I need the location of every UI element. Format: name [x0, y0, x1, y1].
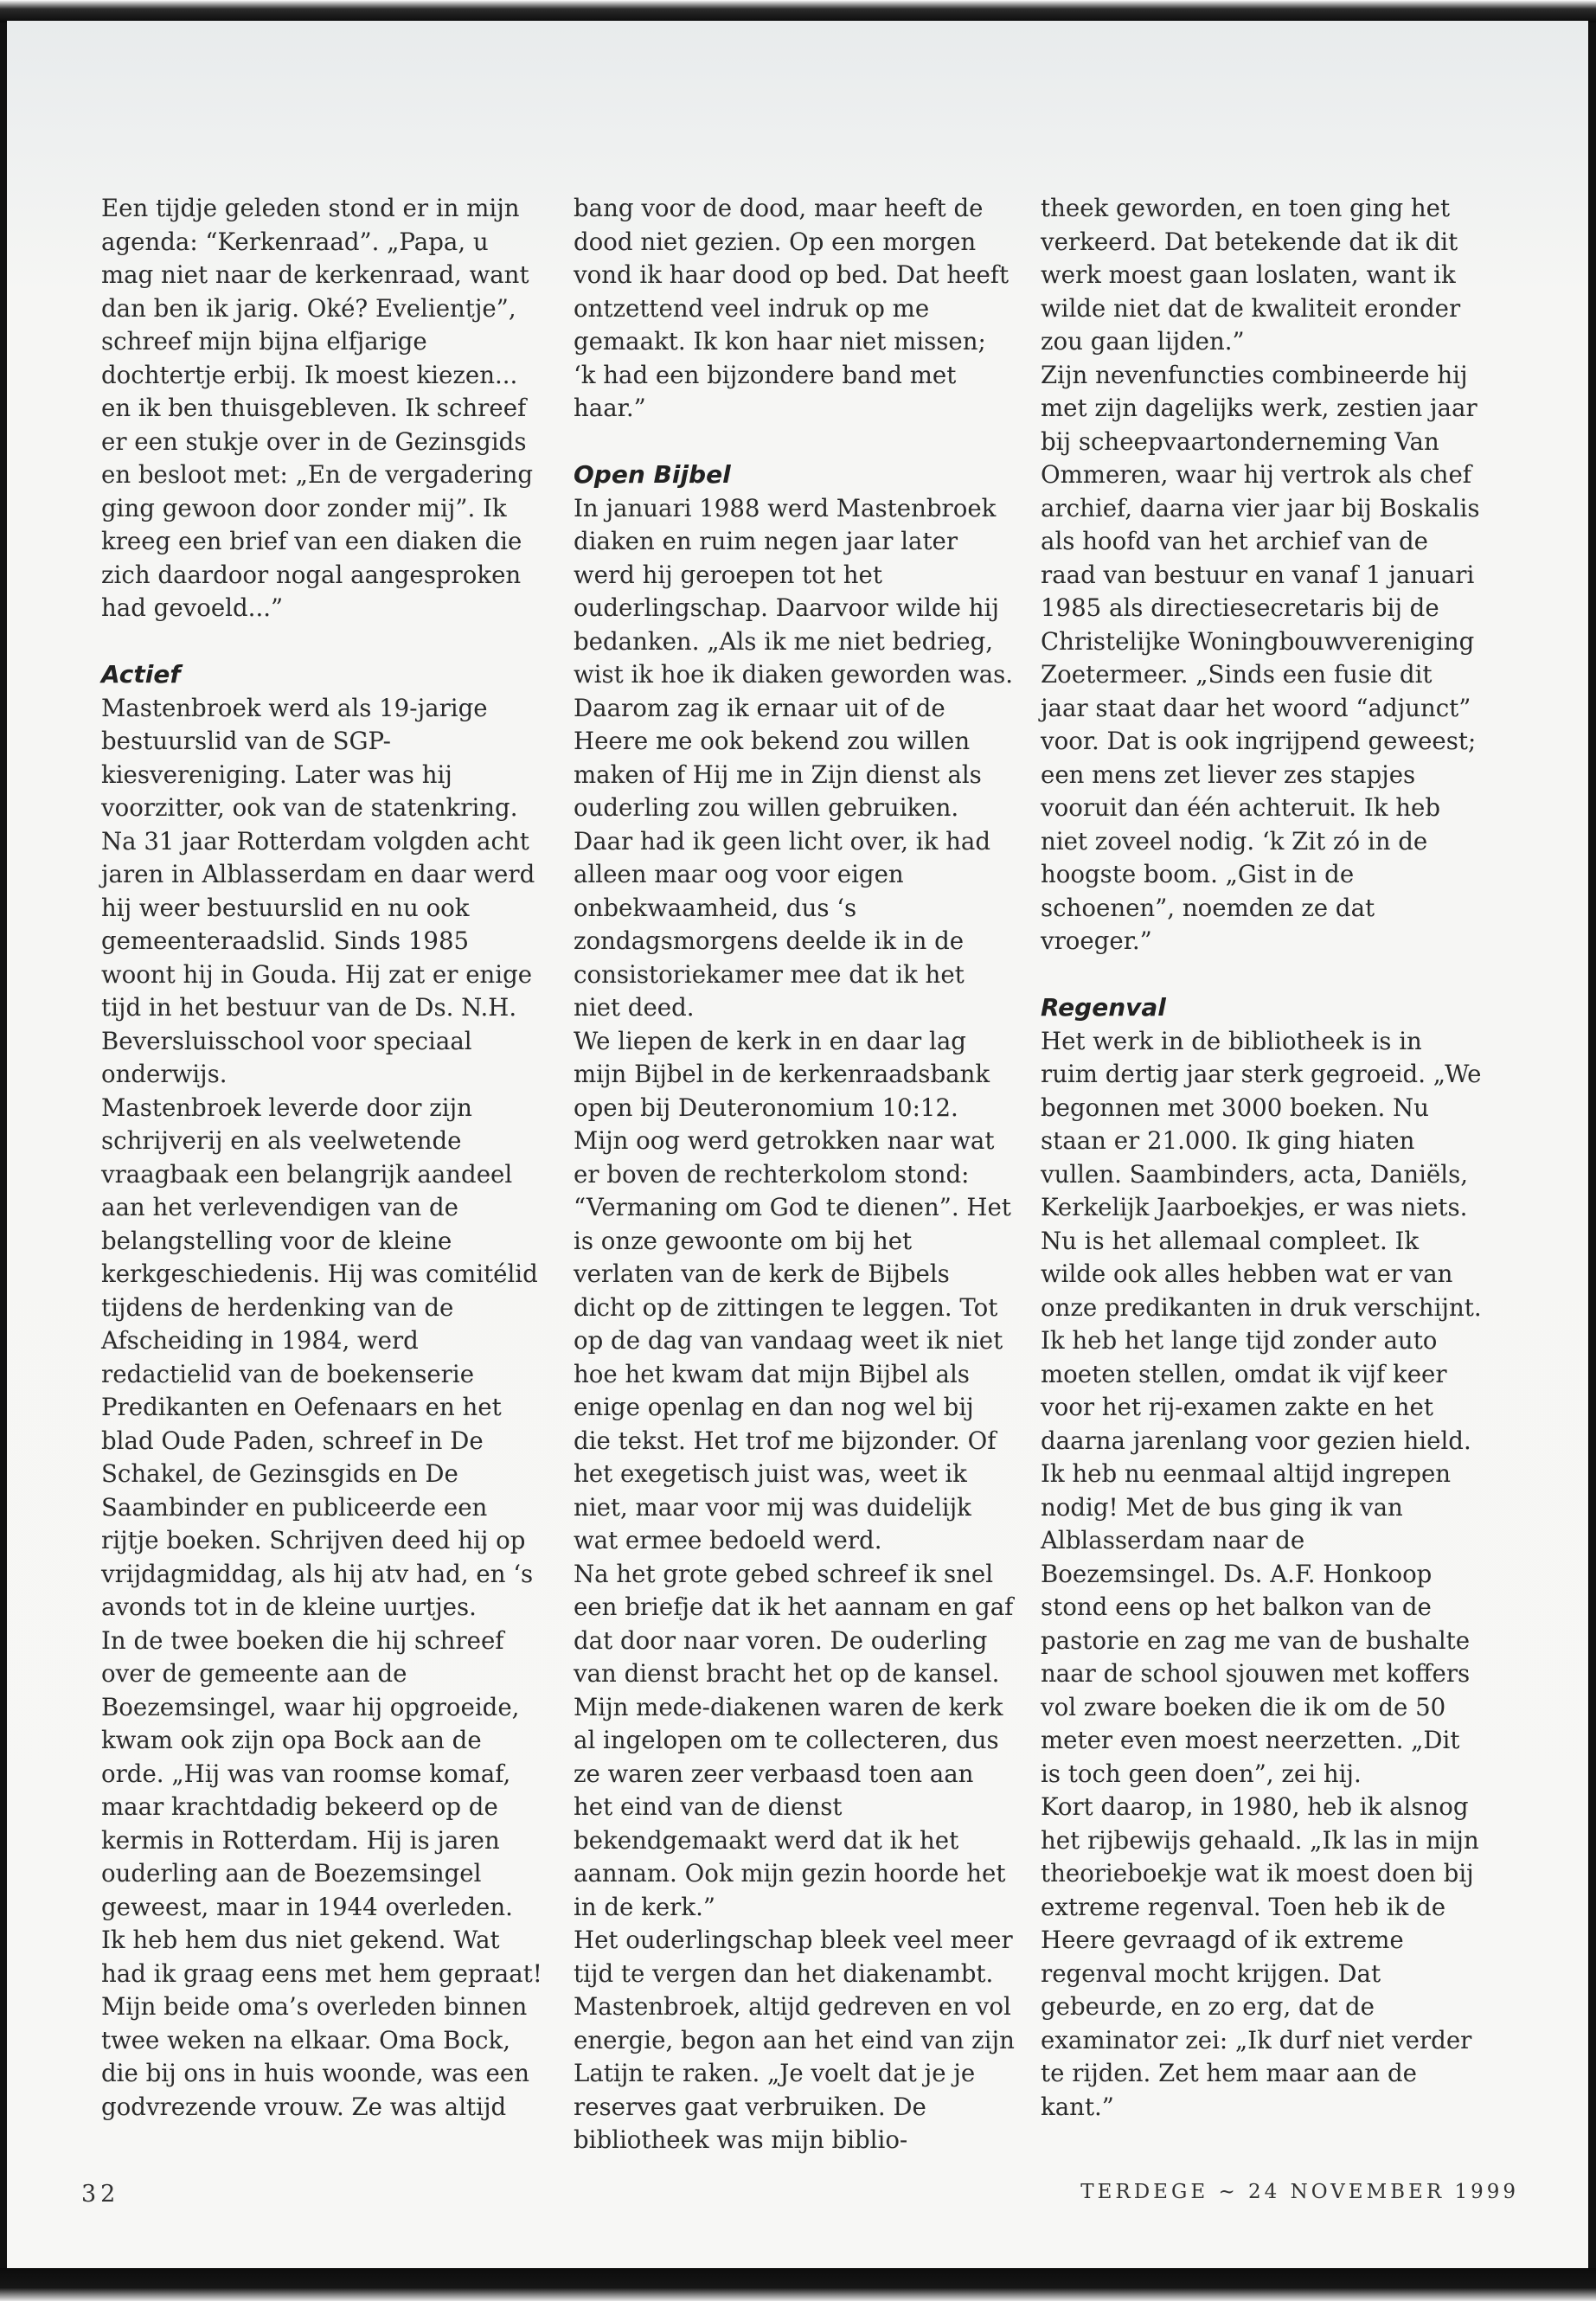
section-spacer [574, 426, 1015, 459]
scan-edge-top [0, 0, 1596, 22]
subheading-actief: Actief [101, 660, 181, 689]
section-spacer [101, 625, 542, 659]
page-number: 32 [81, 2181, 120, 2208]
section-spacer [1041, 958, 1482, 992]
paragraph: Het werk in de bibliotheek is in ruim dertig jaar sterk gegroeid. „We begonnen met 3000 boeken. Nu staan er 21.000. Ik ging hiaten vullen. Saambinders, acta, Daniëls, Kerkelijk Jaarboekjes, er was niets. Nu is het allemaal compleet. Ik wilde ook alles hebben wat er van onze predikanten in druk verschijnt. [1041, 1026, 1482, 1322]
paragraph: bang voor de dood, maar heeft de dood niet gezien. Op een morgen vond ik haar dood op bed. Dat heeft ontzettend veel indruk op me gemaakt. Ik kon haar niet missen; ‘k had een bijzondere band met haar.” [574, 194, 1010, 422]
paragraph: In januari 1988 werd Mastenbroek diaken en ruim negen jaar later werd hij geroepen tot het ouderlingschap. Daarvoor wilde hij bedanken. „Als ik me niet bedrieg, wist ik hoe ik diaken geworden was. Daarom zag ik ernaar uit of de Heere me ook bekend zou willen maken of Hij me in Zijn dienst als ouderling zou willen gebruiken. Daar had ik geen licht over, ik had alleen maar oog voor eigen onbekwaamheid, dus ‘s zondagsmorgens deelde ik in de consistoriekamer mee dat ik het niet deed. [574, 493, 1014, 1022]
magazine-page [7, 21, 1588, 2270]
paragraph: Kort daarop, in 1980, heb ik alsnog het rijbewijs gehaald. „Ik las in mijn theorieboekje wat ik moest doen bij extreme regenval. Toen heb ik de Heere gevraagd of ik extreme regenval mocht krijgen. Dat gebeurde, en zo erg, dat de examinator zei: „Ik durf niet verder te rijden. Zet hem maar aan de kant.” [1041, 1792, 1479, 2121]
paragraph: Het ouderlingschap bleek veel meer tijd te vergen dan het diakenambt. Mastenbroek, altijd gedreven en vol energie, begon aan het eind van zijn Latijn te raken. „Je voelt dat je je reserves gaat verbruiken. De bibliotheek was mijn biblio- [574, 1926, 1015, 2154]
article-column-3 [1041, 192, 1482, 2124]
paragraph: Een tijdje geleden stond er in mijn agenda: “Kerkenraad”. „Papa, u mag niet naar de kerkenraad, want dan ben ik jarig. Oké? Evelientje”, schreef mijn bijna elfjarige dochtertje erbij. Ik moest kiezen... en ik ben thuisgebleven. Ik schreef er een stukje over in de Gezinsgids en besloot met: „En de vergadering ging gewoon door zonder mij”. Ik kreeg een brief van een diaken die zich daardoor nogal aangesproken had gevoeld...” [101, 194, 534, 622]
paragraph: Na het grote gebed schreef ik snel een briefje dat ik het aannam en gaf dat door naar voren. De ouderling van dienst bracht het op de kansel. Mijn mede-diakenen waren de kerk al ingelopen om te collecteren, dus ze waren zeer verbaasd toen aan het eind van de dienst bekendgemaakt werd dat ik het aannam. Ook mijn gezin hoorde het in de kerk.” [574, 1559, 1014, 1921]
paragraph: Mastenbroek werd als 19-jarige bestuurslid van de SGP-kiesvereniging. Later was hij voorzitter, ook van de statenkring. Na 31 jaar Rotterdam volgden acht jaren in Alblasserdam en daar werd hij weer bestuurslid en nu ook gemeenteraadslid. Sinds 1985 woont hij in Gouda. Hij zat er enige tijd in het bestuur van de Ds. N.H. Beversluisschool voor speciaal onderwijs. [101, 693, 535, 1088]
paragraph: Zijn nevenfuncties combineerde hij met zijn dagelijks werk, zestien jaar bij scheepvaartonderneming Van Ommeren, waar hij vertrok als chef archief, daarna vier jaar bij Boskalis als hoofd van het archief van de raad van bestuur en vanaf 1 januari 1985 als directiesecretaris bij de Christelijke Woningbouwvereniging Zoetermeer. „Sinds een fusie dit jaar staat daar het woord “adjunct” voor. Dat is ook ingrijpend geweest; een mens zet liever zes stapjes vooruit dan één achteruit. Ik heb niet zoveel nodig. ‘k Zit zó in de hoogste boom. „Gist in de schoenen”, noemden ze dat vroeger.” [1041, 360, 1480, 955]
paragraph: We liepen de kerk in en daar lag mijn Bijbel in de kerkenraadsbank open bij Deuteronomium 10:12. Mijn oog werd getrokken naar wat er boven de rechterkolom stond: “Vermaning om God te dienen”. Het is onze gewoonte om bij het verlaten van de kerk de Bijbels dicht op de zittingen te leggen. Tot op de dag van vandaag weet ik niet hoe het kwam dat mijn Bijbel als enige openlag en dan nog wel bij die tekst. Het trof me bijzonder. Of het exegetisch juist was, weet ik niet, maar voor mij was duidelijk wat ermee bedoeld werd. [574, 1026, 1011, 1554]
paragraph: Ik heb het lange tijd zonder auto moeten stellen, omdat ik vijf keer voor het rij-examen zakte en het daarna jarenlang voor gezien hield. Ik heb nu eenmaal altijd ingrepen nodig! Met de bus ging ik van Alblasserdam naar de Boezemsingel. Ds. A.F. Honkoop stond eens op het balkon van de pastorie en zag me van de bushalte naar de school sjouwen met koffers vol zware boeken die ik om de 50 meter even moest neerzetten. „Dit is toch geen doen”, zei hij. [1041, 1326, 1471, 1788]
scan-edge-bottom [0, 2268, 1596, 2301]
article-column-1 [101, 192, 542, 2124]
subheading-open-bijbel: Open Bijbel [574, 460, 731, 489]
publication-footer: TERDEGE ~ 24 NOVEMBER 1999 [1080, 2181, 1519, 2203]
paragraph: Mijn beide oma’s overleden binnen twee weken na elkaar. Oma Bock, die bij ons in huis woonde, was een godvrezende vrouw. Ze was altijd [101, 1992, 529, 2121]
paragraph: theek geworden, en toen ging het verkeerd. Dat betekende dat ik dit werk moest gaan loslaten, want ik wilde niet dat de kwaliteit eronder zou gaan lijden.” [1041, 194, 1461, 356]
subheading-regenval: Regenval [1041, 993, 1166, 1022]
paragraph: Mastenbroek leverde door zijn schrijverij en als veelwetende vraagbaak een belangrijk aandeel aan het verlevendigen van de belangstelling voor de kleine kerkgeschiedenis. Hij was comitélid tijdens de herdenking van de Afscheiding in 1984, werd redactielid van de boekenserie Predikanten en Oefenaars en het blad Oude Paden, schreef in De Schakel, de Gezinsgids en De Saambinder en publiceerde een rijtje boeken. Schrijven deed hij op vrijdagmiddag, als hij atv had, en ‘s avonds tot in de kleine uurtjes. [101, 1093, 538, 1621]
article-column-2 [574, 192, 1015, 2157]
paragraph: In de twee boeken die hij schreef over de gemeente aan de Boezemsingel, waar hij opgroeide, kwam ook zijn opa Bock aan de orde. „Hij was van roomse komaf, maar krachtdadig bekeerd op de kermis in Rotterdam. Hij is jaren ouderling aan de Boezemsingel geweest, maar in 1944 overleden. Ik heb hem dus niet gekend. Wat had ik graag eens met hem gepraat! [101, 1625, 542, 1988]
